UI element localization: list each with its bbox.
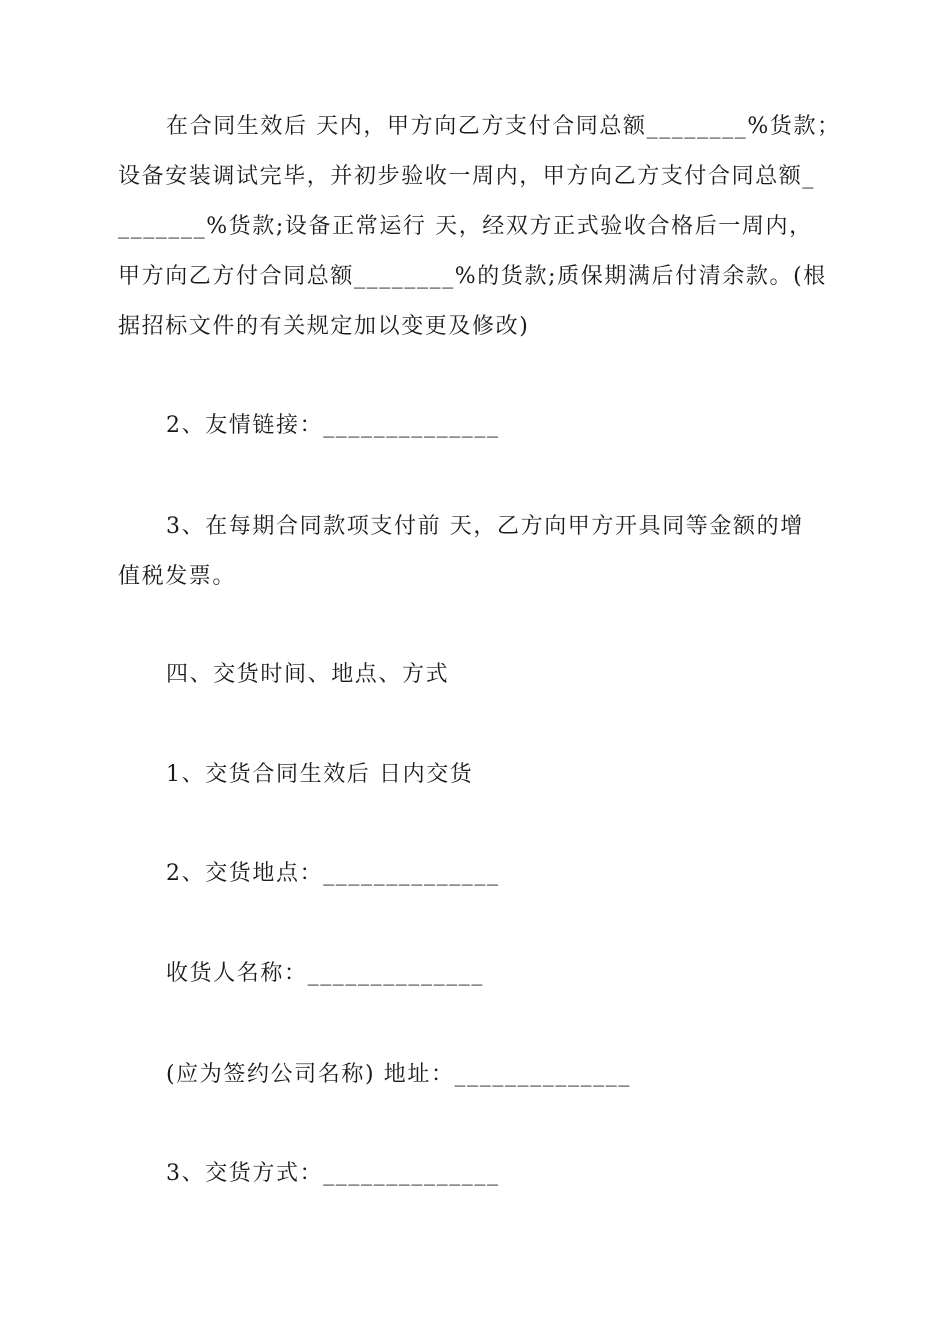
invoice-line-1: 3、在每期合同款项支付前 天，乙方向甲方开具同等金额的增 (166, 514, 804, 539)
section-four-heading: 四、交货时间、地点、方式 (166, 662, 450, 687)
payment-line-2: 设备安装调试完毕，并初步验收一周内，甲方向乙方支付合同总额_ (118, 164, 816, 189)
friendly-link-item: 2、友情链接：______________ (166, 413, 500, 438)
payment-line-4: 甲方向乙方付合同总额________%的货款;质保期满后付清余款。(根 (118, 264, 827, 289)
payment-line-5: 据招标文件的有关规定加以变更及修改) (118, 314, 530, 339)
consignee-address-item: (应为签约公司名称) 地址：______________ (166, 1062, 631, 1087)
payment-line-3: _______%货款;设备正常运行 天，经双方正式验收合格后一周内， (118, 214, 813, 239)
delivery-method-item: 3、交货方式：______________ (166, 1161, 500, 1186)
consignee-name-item: 收货人名称：______________ (166, 961, 485, 986)
invoice-line-2: 值税发票。 (118, 564, 237, 589)
delivery-place-item: 2、交货地点：______________ (166, 861, 500, 886)
delivery-time-item: 1、交货合同生效后 日内交货 (166, 762, 474, 787)
payment-line-1: 在合同生效后 天内，甲方向乙方支付合同总额________%货款； (166, 114, 841, 139)
